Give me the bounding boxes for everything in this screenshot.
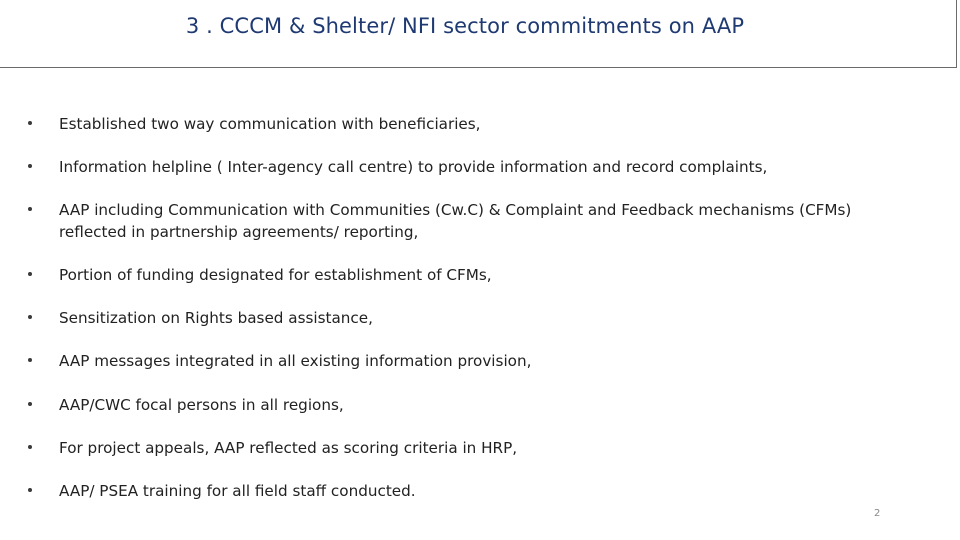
page-number: 2 bbox=[874, 508, 881, 519]
bullet-dot-icon bbox=[28, 358, 32, 362]
bullet-text: AAP messages integrated in all existing information provision, bbox=[59, 352, 532, 370]
bullet-text: AAP including Communication with Communities (Cw.C) & Complaint and Feedback mechanisms (CFMs) reflected in partnership agreements/ reporting, bbox=[59, 201, 852, 241]
bullet-dot-icon bbox=[28, 402, 32, 406]
bullet-text: AAP/CWC focal persons in all regions, bbox=[59, 396, 344, 414]
bullet-text: For project appeals, AAP reflected as scoring criteria in HRP, bbox=[59, 439, 518, 457]
bullet-dot-icon bbox=[28, 272, 32, 276]
bullet-text: Sensitization on Rights based assistance, bbox=[59, 309, 373, 327]
slide-title: 3 . CCCM & Shelter/ NFI sector commitments on AAP bbox=[185, 14, 745, 38]
bullet-dot-icon bbox=[28, 121, 32, 125]
bullet-dot-icon bbox=[28, 445, 32, 449]
bullet-dot-icon bbox=[28, 315, 32, 319]
bullet-text: AAP/ PSEA training for all field staff conducted. bbox=[59, 482, 416, 500]
bullet-dot-icon bbox=[28, 207, 32, 211]
bullet-text: Portion of funding designated for establishment of CFMs, bbox=[59, 266, 492, 284]
bullet-dot-icon bbox=[28, 488, 32, 492]
bullet-dot-icon bbox=[28, 164, 32, 168]
bullet-text: Information helpline ( Inter-agency call centre) to provide information and record complaints, bbox=[59, 158, 768, 176]
bullet-text: Established two way communication with beneficiaries, bbox=[59, 115, 481, 133]
